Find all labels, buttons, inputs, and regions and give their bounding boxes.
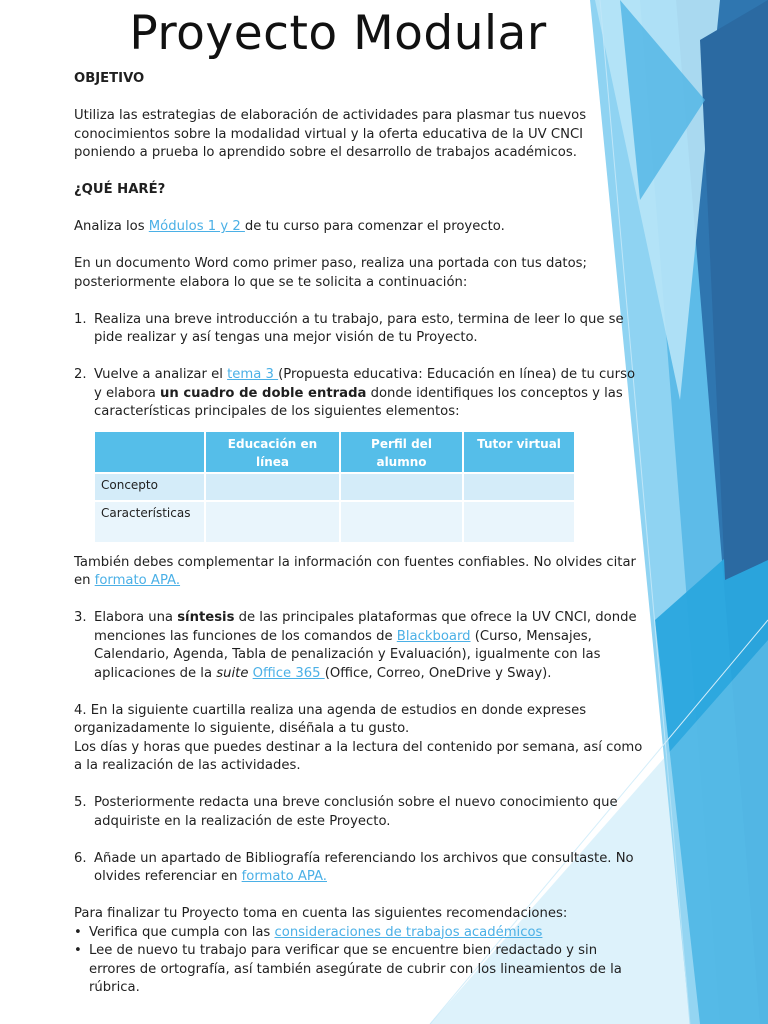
list-item-5 [74, 794, 644, 831]
table-header-cell: Tutor virtual [463, 432, 575, 473]
table-cell [340, 473, 463, 501]
bullet-item-2 [74, 942, 644, 998]
table-cell [205, 473, 340, 501]
document-body [74, 70, 644, 998]
blackboard-link[interactable]: Blackboard [396, 628, 471, 644]
bullet-text: Lee de nuevo tu trabajo para verificar que se encuentre bien redactado y sin errores de ortografía, así también asegúrate de cubrir con los lineamientos de la rúbrica. [89, 943, 622, 995]
table-cell: Concepto [95, 473, 205, 501]
item-text [94, 609, 644, 683]
table-cell [205, 501, 340, 542]
analiza-pre: Analiza los [74, 219, 149, 234]
bullet-item-1 [74, 924, 644, 943]
formato-apa-link[interactable]: formato APA. [94, 573, 181, 588]
item-text: Realiza una breve introducción a tu trabajo, para esto, termina de leer lo que se pide realizar y así tengas una mejor visión de tu Proyecto. [94, 311, 624, 345]
item-text: Posteriormente redacta una breve conclusión sobre el nuevo conocimiento que adquiriste en la realización de este Proyecto. [94, 795, 618, 829]
double-entry-table [95, 432, 576, 542]
item2-post: donde identifiques los conceptos y las características principales de los siguientes elementos: [94, 385, 623, 419]
table-row [95, 501, 575, 542]
tema3-link[interactable]: tema 3 [227, 367, 279, 382]
table-cell [340, 501, 463, 542]
bullet-icon: • [74, 943, 82, 958]
item3-pre: Elabora una [94, 610, 178, 625]
objetivo-heading: OBJETIVO [74, 71, 145, 86]
item2-pre: Vuelve a analizar el [94, 367, 228, 382]
modulos-link[interactable]: Módulos 1 y 2 [148, 219, 245, 234]
que-hare-heading: ¿QUÉ HARÉ? [74, 182, 166, 197]
item-number: 3. [74, 610, 87, 625]
bullet1-pre: Verifica que cumpla con las [89, 924, 275, 940]
item-number: 2. [74, 367, 87, 382]
table-row [95, 473, 575, 501]
item3-bold: síntesis [177, 610, 235, 625]
list-item-1 [74, 311, 644, 348]
item2-bold: un cuadro de doble entrada [160, 385, 367, 401]
item-number: 1. [74, 311, 87, 327]
consideraciones-link[interactable]: consideraciones de trabajos académicos [274, 924, 543, 940]
analiza-post: de tu curso para comenzar el proyecto. [244, 219, 505, 234]
table-header-row [95, 432, 575, 473]
table-header-cell: Educación en línea [205, 432, 340, 473]
item-number: 6. [74, 850, 87, 866]
formato-apa-link[interactable]: formato APA. [241, 869, 327, 884]
table-header-cell [95, 432, 205, 473]
item4-line1: 4. En la siguiente cuartilla realiza una agenda de estudios en donde expreses organizadamente lo siguiente, diséñala a tu gusto. [74, 702, 587, 736]
bullet-text [89, 924, 644, 943]
item2-mid: (Propuesta educativa: Educación en línea) de tu curso y elabora [94, 367, 636, 401]
item6-text: Añade un apartado de Bibliografía referenciando los archivos que consultaste. No olvides referenciar en [94, 850, 634, 884]
item-text [94, 850, 644, 887]
list-item-3 [74, 609, 644, 683]
table-cell [463, 473, 575, 501]
item-number: 5. [74, 795, 87, 810]
item3-italic: suite [216, 665, 249, 681]
table-header-cell: Perfil del alumno [340, 432, 463, 473]
bullet-icon: • [74, 924, 82, 940]
tambien-pre: También debes complementar la información con fuentes confiables. No olvides citar en [74, 554, 636, 588]
table-cell: Características [95, 501, 205, 542]
item4-line2: Los días y horas que puedes destinar a la lectura del contenido por semana, así como a la realización de las actividades. [74, 739, 643, 773]
analiza-paragraph [74, 218, 644, 237]
item-text [94, 366, 644, 422]
documento-paragraph: En un documento Word como primer paso, realiza una portada con tus datos; posteriormente elabora lo que se te solicita a continuación: [74, 256, 587, 290]
item3-mid2: (Curso, Mensajes, Calendario, Agenda, Tabla de penalización y Evaluación), igualmente con las aplicaciones de la [94, 628, 601, 681]
finalizar-paragraph: Para finalizar tu Proyecto toma en cuenta las siguientes recomendaciones: [74, 906, 568, 921]
office365-link[interactable]: Office 365 [252, 665, 325, 681]
list-item-2 [74, 366, 644, 422]
item3-post: (Office, Correo, OneDrive y Sway). [324, 665, 552, 681]
item3-mid1: de las principales plataformas que ofrece la UV CNCI, donde menciones las funciones de los comandos de [94, 610, 637, 644]
list-item-6 [74, 850, 644, 887]
tambien-paragraph [74, 554, 644, 591]
page-title: Proyecto Modular [129, 6, 547, 61]
table-cell [463, 501, 575, 542]
objetivo-text: Utiliza las estrategias de elaboración de actividades para plasmar tus nuevos conocimientos sobre la modalidad virtual y la oferta educativa de la UV CNCI poniendo a prueba lo aprendido sobre el desarrollo de trabajos académicos. [74, 108, 587, 160]
